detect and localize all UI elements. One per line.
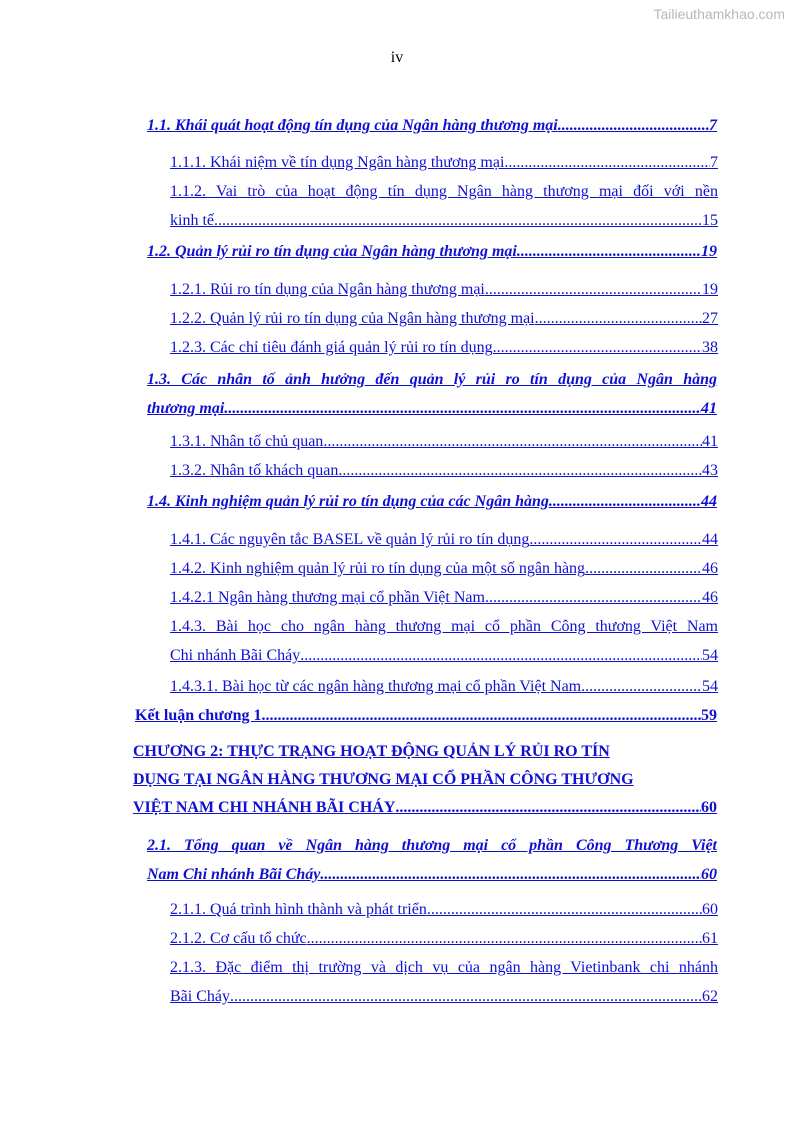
dot-leader [549,487,701,516]
toc-entry-title: VIỆT NAM CHI NHÁNH BÃI CHÁY [133,799,396,816]
dot-leader [224,394,701,423]
toc-entry-page: 60 [702,901,718,918]
toc-entry-title: 1.2.3. Các chỉ tiêu đánh giá quản lý rủi ro tín dụng [170,339,493,356]
toc-entry[interactable] [147,365,717,423]
toc-entry[interactable] [147,487,717,516]
toc-entry-row [170,304,718,333]
toc-entry[interactable] [170,275,718,304]
toc-entry-page: 44 [701,493,717,510]
toc-entry-title: 1.2.1. Rủi ro tín dụng của Ngân hàng thương mại [170,281,485,298]
toc-entry-page: 43 [702,462,718,479]
toc-entry-row [170,333,718,362]
toc-entry-title: kinh tế [170,212,214,229]
toc-entry-page: 61 [702,930,718,947]
dot-leader [504,148,710,177]
toc-entry-row [170,456,718,485]
dot-leader [320,860,701,889]
toc-entry-title-line: 2.1. Tổng quan về Ngân hàng thương mại cổ phần Công Thương Việt [147,837,717,854]
toc-entry-title: 1.4.1. Các nguyên tắc BASEL về quản lý rủi ro tín dụng [170,531,530,548]
toc-entry[interactable] [170,583,718,612]
toc-entry-row [170,206,718,235]
toc-entry-row [170,924,718,953]
toc-entry[interactable] [170,953,718,1011]
toc-entry[interactable] [170,427,718,456]
toc-entry-title: Nam Chi nhánh Bãi Cháy [147,866,321,883]
toc-entry-row [170,982,718,1011]
toc-entry[interactable] [170,456,718,485]
toc-entry-title-line: 1.3. Các nhân tố ảnh hưởng đến quản lý rủi ro tín dụng của Ngân hàng [147,371,717,388]
toc-entry[interactable] [170,525,718,554]
toc-entry-title: 1.2.2. Quản lý rủi ro tín dụng của Ngân hàng thương mại [170,310,535,327]
toc-entry-title-line: CHƯƠNG 2: THỰC TRẠNG HOẠT ĐỘNG QUẢN LÝ RỦI RO TÍN [133,743,610,760]
toc-entry-row [170,148,718,177]
toc-entry-page: 44 [702,531,718,548]
toc-entry[interactable] [170,148,718,177]
toc-entry-row [170,275,718,304]
toc-entry-row [170,583,718,612]
toc-entry-title: Chi nhánh Bãi Cháy [170,647,301,664]
toc-entry-page: 62 [702,988,718,1005]
toc-entry-title: 1.1.1. Khái niệm về tín dụng Ngân hàng thương mại [170,154,505,171]
toc-entry-title: Bãi Cháy [170,988,230,1005]
toc-entry[interactable] [147,237,717,266]
toc-entry-title: 1.2. Quản lý rủi ro tín dụng của Ngân hàng thương mại [147,243,517,260]
toc-entry[interactable] [170,304,718,333]
dot-leader [338,456,702,485]
dot-leader [323,427,702,456]
toc-entry-page: 7 [710,154,718,171]
toc-entry-title: 1.4.3.1. Bài học từ các ngân hàng thương mại cổ phần Việt Nam [170,678,582,695]
toc-entry-page: 46 [702,560,718,577]
toc-entry-page: 27 [702,310,718,327]
dot-leader [535,304,702,333]
toc-entry[interactable] [170,672,718,701]
toc-entry-title-line: DỤNG TẠI NGÂN HÀNG THƯƠNG MẠI CỔ PHẦN CÔNG THƯƠNG [133,771,634,788]
toc-entry[interactable] [170,177,718,235]
toc-entry-row [170,427,718,456]
toc-entry-page: 15 [702,212,718,229]
toc-entry-page: 59 [701,707,717,724]
dot-leader [558,111,709,140]
dot-leader [517,237,701,266]
dot-leader [230,982,702,1011]
toc-entry-row [147,487,717,516]
toc-entry-row [147,111,717,140]
toc-entry[interactable] [170,333,718,362]
dot-leader [585,554,702,583]
toc-entry-row [147,394,717,423]
toc-entry-page: 60 [701,866,717,883]
toc-entry-title-line: 2.1.3. Đặc điểm thị trường và dịch vụ của ngân hàng Vietinbank chi nhánh [170,959,718,976]
toc-entry-title: thương mại [147,400,225,417]
toc-entry-title-line: 1.1.2. Vai trò của hoạt động tín dụng Ngân hàng thương mại đối với nền [170,183,718,200]
toc-entry-page: 7 [709,117,717,134]
toc-entry-title: 1.3.2. Nhân tố khách quan [170,462,339,479]
toc-entry-title-line: 1.4.3. Bài học cho ngân hàng thương mại cổ phần Công thương Việt Nam [170,618,718,635]
toc-entry-title: 1.1. Khái quát hoạt động tín dụng của Ngân hàng thương mại [147,117,558,134]
toc-entry-title: 2.1.2. Cơ cấu tổ chức [170,930,307,947]
dot-leader [307,924,702,953]
toc-entry-title: Kết luận chương 1 [135,707,262,724]
toc-entry[interactable] [147,111,717,140]
toc-entry-page: 46 [702,589,718,606]
toc-entry[interactable] [133,738,717,822]
toc-entry-page: 19 [701,243,717,260]
dot-leader [485,583,702,612]
toc-entry-page: 54 [702,647,718,664]
dot-leader [485,275,702,304]
toc-entry[interactable] [170,895,718,924]
toc-entry-row [135,701,717,730]
toc-entry-title: 1.3.1. Nhân tố chủ quan [170,433,324,450]
toc-entry[interactable] [170,924,718,953]
toc-entry-title: 1.4.2. Kinh nghiệm quản lý rủi ro tín dụng của một số ngân hàng [170,560,586,577]
page-number: iv [390,49,404,66]
dot-leader [214,206,702,235]
toc-entry-title: 1.4.2.1 Ngân hàng thương mại cổ phần Việt Nam [170,589,485,606]
toc-entry-row [170,895,718,924]
toc-entry-row [170,525,718,554]
watermark: Tailieuthamkhao.com [653,6,785,22]
dot-leader [581,672,702,701]
toc-entry[interactable] [170,554,718,583]
toc-entry-page: 41 [702,433,718,450]
toc-entry-title: 1.4. Kinh nghiệm quản lý rủi ro tín dụng của các Ngân hàng [147,493,549,510]
dot-leader [261,701,701,730]
toc-entry-row [147,237,717,266]
toc-entry-row [170,641,718,670]
dot-leader [493,333,702,362]
toc-entry[interactable] [135,701,717,730]
toc-entry-row [170,672,718,701]
toc-entry-row [147,860,717,889]
dot-leader [300,641,702,670]
toc-entry-page: 38 [702,339,718,356]
toc-entry-page: 60 [701,799,717,816]
toc-entry-page: 19 [702,281,718,298]
dot-leader [427,895,702,924]
toc-entry-page: 54 [702,678,718,695]
toc-entry-row [133,794,717,822]
toc-entry-title: 2.1.1. Quá trình hình thành và phát triển [170,901,427,918]
toc-entry[interactable] [147,831,717,889]
toc-entry-row [170,554,718,583]
toc-entry[interactable] [170,612,718,670]
dot-leader [395,794,701,822]
toc-entry-page: 41 [701,400,717,417]
dot-leader [529,525,702,554]
